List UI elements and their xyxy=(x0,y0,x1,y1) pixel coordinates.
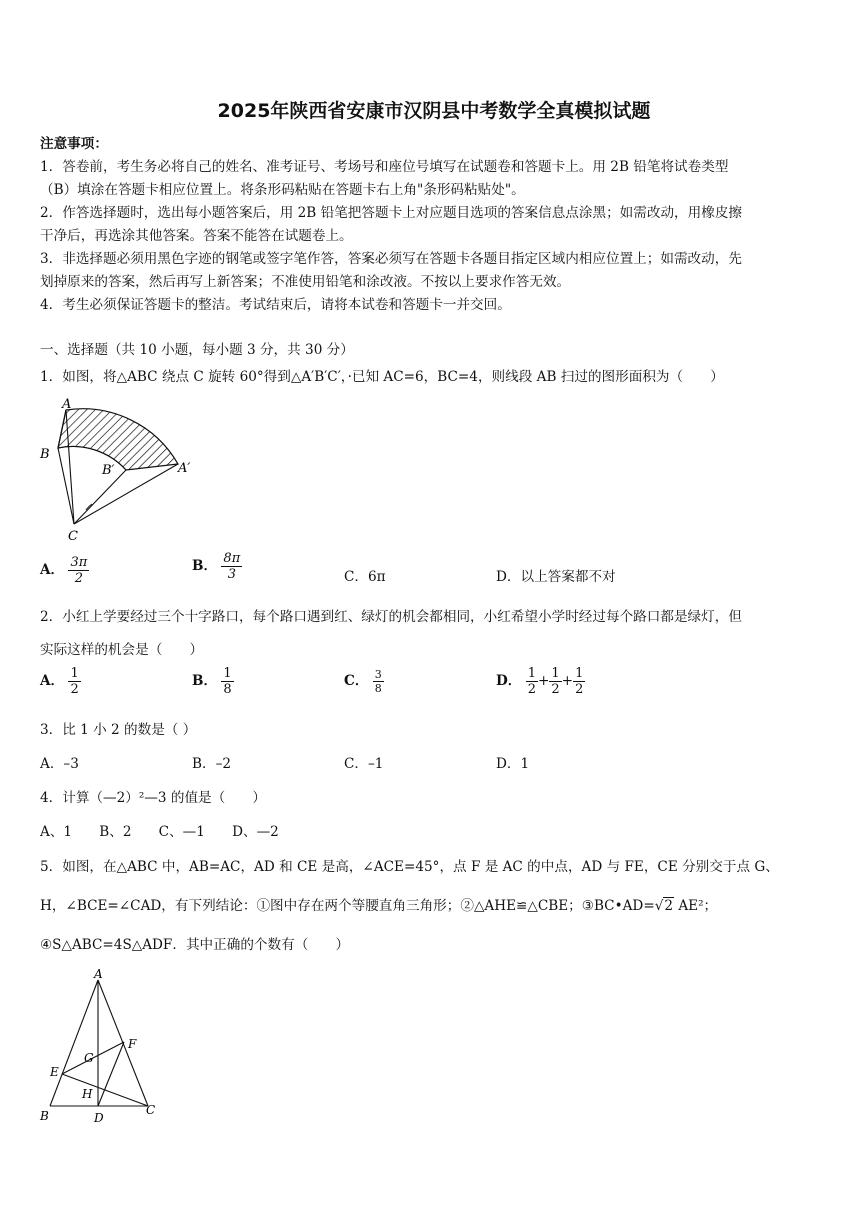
q2-option-a[interactable] xyxy=(40,666,81,697)
fraction-numerator: 1 xyxy=(551,666,560,681)
notice-line: 划掉原来的答案，然后再写上新答案；不准使用铅笔和涂改液。不按以上要求作答无效。 xyxy=(40,274,571,290)
sqrt-symbol: √ xyxy=(654,898,664,914)
section-heading: 一、选择题（共 10 小题，每小题 3 分，共 30 分） xyxy=(40,342,354,358)
fig-label: B xyxy=(40,1109,49,1123)
q3-option-b[interactable]: B．–2 xyxy=(192,756,232,772)
notice-line: （B）填涂在答题卡相应位置上。将条形码粘贴在答题卡右上角"条形码粘贴处"。 xyxy=(40,182,525,198)
fig-label: B′ xyxy=(102,463,115,478)
fraction-numerator: 1 xyxy=(223,666,232,681)
notice-line: 3．非选择题必须用黑色字迹的钢笔或签字笔作答，答案必须写在答题卡各题目指定区域内相应位置上；如需改动，先 xyxy=(40,251,742,267)
fig-label: B xyxy=(40,447,50,462)
fraction-numerator: 1 xyxy=(527,666,536,681)
q2-option-d[interactable] xyxy=(496,666,585,697)
question-1-stem: 1．如图，将△ABC 绕点 C 旋转 60°得到△A′B′C′，·已知 AC=6，BC=4，则线段 AB 扫过的图形面积为（ ） xyxy=(40,369,724,385)
q1-option-a[interactable] xyxy=(40,555,89,586)
question-5-stem xyxy=(40,894,717,914)
stem-text: H，∠BCE=∠CAD，有下列结论：①图中存在两个等腰直角三角形；②△AHE≌△CBE；③BC•AD= xyxy=(40,898,655,914)
fig-label: A xyxy=(62,397,72,412)
sqrt-radicand: 2 xyxy=(664,898,674,914)
q1-option-b[interactable] xyxy=(192,551,242,582)
fraction-denominator: 3 xyxy=(227,567,236,582)
q4-options[interactable]: A、1 B、2 C、—1 D、—2 xyxy=(40,824,279,840)
fraction-denominator: 2 xyxy=(70,682,79,697)
question-5-stem: ④S△ABC=4S△ADF．其中正确的个数有（ ） xyxy=(40,937,350,953)
option-label: B． xyxy=(192,673,218,689)
question-2-stem: 实际这样的机会是（ ） xyxy=(40,642,204,658)
option-label: D． xyxy=(496,673,522,689)
fraction-denominator: 2 xyxy=(551,682,560,697)
fraction-numerator: 1 xyxy=(70,666,79,681)
fraction-denominator: 8 xyxy=(374,682,382,695)
q1-option-d[interactable]: D．以上答案都不对 xyxy=(496,569,616,585)
fraction-numerator: 3π xyxy=(70,555,88,570)
fraction-denominator: 2 xyxy=(527,682,536,697)
option-label: A． xyxy=(40,562,65,578)
fig-label: A xyxy=(94,967,103,981)
option-label: B． xyxy=(192,558,218,574)
fig-label: C xyxy=(146,1103,156,1117)
fraction-numerator: 1 xyxy=(575,666,584,681)
q1-option-c[interactable]: C．6π xyxy=(344,569,386,585)
fraction-denominator: 8 xyxy=(223,682,232,697)
question-4-stem: 4．计算（—2）²—3 的值是（ ） xyxy=(40,790,267,806)
option-label: A． xyxy=(40,673,65,689)
q5-figure xyxy=(36,966,166,1130)
fig-label: H xyxy=(82,1087,93,1101)
question-3-stem: 3．比 1 小 2 的数是（ ） xyxy=(40,722,197,738)
q1-figure xyxy=(36,392,198,544)
notice-heading: 注意事项： xyxy=(40,136,108,152)
notice-line: 4．考生必须保证答题卡的整洁。考试结束后，请将本试卷和答题卡一并交回。 xyxy=(40,297,511,313)
page-title: 2025年陕西省安康市汉阴县中考数学全真模拟试题 xyxy=(217,100,651,122)
plus-sign: + xyxy=(561,673,574,689)
fig-label: E xyxy=(50,1065,59,1079)
q2-option-c[interactable] xyxy=(344,668,384,695)
fraction-numerator: 8π xyxy=(223,551,241,566)
fraction-denominator: 2 xyxy=(575,682,584,697)
fig-label: F xyxy=(128,1037,137,1051)
q3-option-a[interactable]: A．–3 xyxy=(40,756,79,772)
fraction-numerator: 3 xyxy=(374,668,382,681)
fig-label: C xyxy=(68,529,78,544)
q3-option-d[interactable]: D．1 xyxy=(496,756,530,772)
question-2-stem: 2．小红上学要经过三个十字路口，每个路口遇到红、绿灯的机会都相同，小红希望小学时经过每个路口都是绿灯，但 xyxy=(40,609,742,625)
fig-label: D xyxy=(94,1111,104,1125)
question-5-stem: 5．如图，在△ABC 中，AB=AC，AD 和 CE 是高，∠ACE=45°，点 F 是 AC 的中点，AD 与 FE，CE 分别交于点 G、 xyxy=(40,859,779,875)
fraction-denominator: 2 xyxy=(74,571,84,586)
notice-line: 2．作答选择题时，选出每小题答案后，用 2B 铅笔把答题卡上对应题目选项的答案信息点涂黑；如需改动，用橡皮擦 xyxy=(40,205,743,221)
q3-option-c[interactable]: C．–1 xyxy=(344,756,384,772)
fig-label: A′ xyxy=(178,461,191,476)
option-label: C． xyxy=(344,673,369,689)
q2-option-b[interactable] xyxy=(192,666,234,697)
notice-line: 干净后，再选涂其他答案。答案不能答在试题卷上。 xyxy=(40,228,353,244)
stem-text: AE²； xyxy=(674,898,718,914)
notice-line: 1．答卷前，考生务必将自己的姓名、准考证号、考场号和座位号填写在试题卷和答题卡上。用 2B 铅笔将试卷类型 xyxy=(40,159,729,175)
fig-label: G xyxy=(84,1051,94,1065)
plus-sign: + xyxy=(538,673,550,689)
